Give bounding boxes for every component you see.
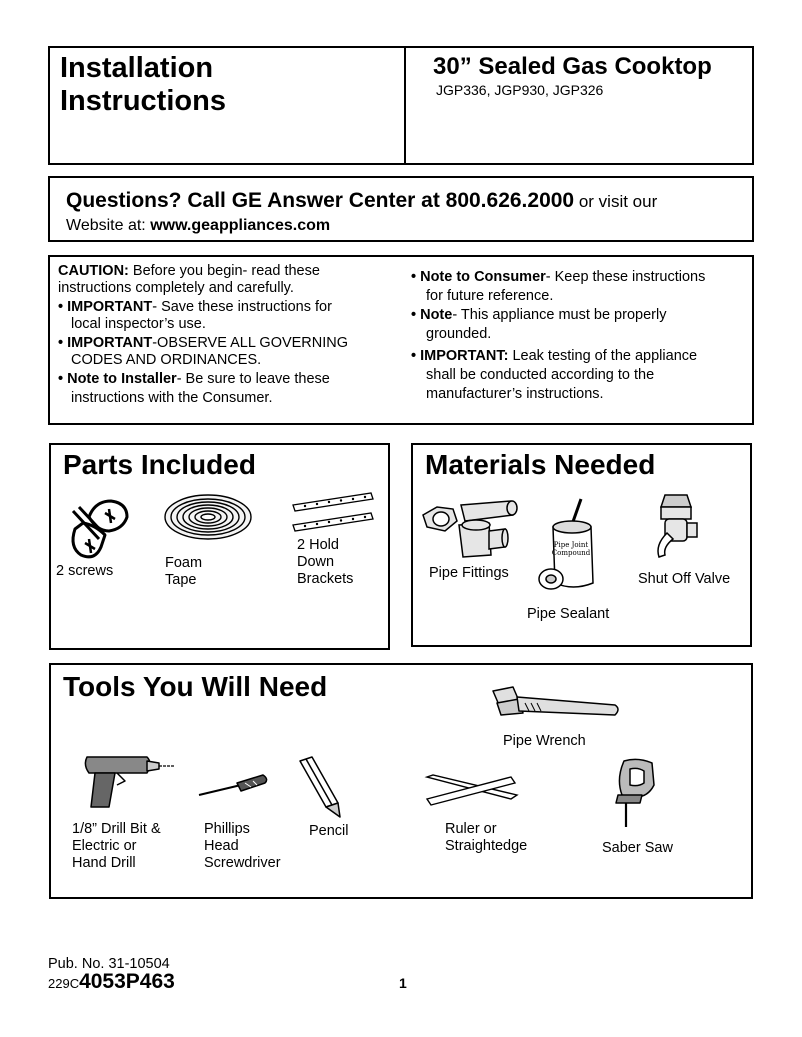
caution-item: CAUTION: Before you begin- read these: [58, 263, 320, 279]
drill-label: 1/8” Drill Bit & Electric or Hand Drill: [72, 821, 161, 871]
shut-off-valve-icon: [651, 493, 701, 559]
pencil-icon: [298, 755, 346, 819]
screws-icon: [65, 495, 133, 561]
caution-right-column: • Note to Consumer- Keep these instructions for future reference. • Note- This appliance must be properly grounded. • IMPORTANT: Leak testing of the appliance shall be conducted according to the manufacturer’s instructions.: [411, 269, 751, 403]
header-divider: [404, 48, 406, 163]
parts-title: Parts Included: [63, 449, 256, 480]
materials-title: Materials Needed: [425, 449, 656, 480]
publication-number: Pub. No. 31-10504: [48, 956, 170, 972]
model-numbers: JGP336, JGP930, JGP326: [436, 82, 604, 98]
pipe-sealant-label: Pipe Sealant: [527, 606, 610, 622]
foam-tape-label: Foam Tape: [165, 555, 203, 588]
brackets-label: 2 Hold Down Brackets: [297, 537, 354, 587]
pencil-label: Pencil: [309, 823, 349, 839]
pipe-wrench-label: Pipe Wrench: [503, 733, 586, 749]
pipe-fittings-icon: [419, 493, 523, 561]
foam-tape-icon: [163, 493, 253, 541]
caution-item: • Note to Consumer- Keep these instructions: [411, 269, 706, 285]
saber-saw-label: Saber Saw: [602, 840, 673, 856]
ruler-label: Ruler or Straightedge: [445, 821, 528, 854]
document-title: Installation Instructions: [60, 52, 226, 117]
tools-box: [49, 663, 753, 899]
product-title: 30” Sealed Gas Cooktop: [433, 53, 712, 80]
phillips-label: Phillips Head Screwdriver: [204, 821, 281, 871]
caution-left-column: CAUTION: Before you begin- read these instructions completely and carefully. • IMPORTANT- Save these instructions for local inspector’s use. • IMPORTANT-OBSERVE ALL GOVERNING CODES AND ORDINANCES. • Note to Installer- Be sure to leave these instructions with the Consumer.: [58, 263, 388, 407]
hold-down-brackets-icon: [289, 491, 379, 535]
caution-item: • IMPORTANT-OBSERVE ALL GOVERNING: [58, 335, 349, 351]
jar-label-line2: Compound: [551, 549, 591, 557]
ruler-icon: [425, 773, 519, 805]
part-code: 229C4053P463: [48, 970, 175, 993]
questions-line2: Website at: www.geappliances.com: [66, 217, 331, 234]
page-number: 1: [399, 975, 407, 991]
parts-included-box: [49, 443, 390, 650]
header-box: [48, 46, 754, 165]
caution-item: • IMPORTANT- Save these instructions for: [58, 299, 332, 315]
shut-off-valve-label: Shut Off Valve: [638, 571, 731, 587]
jar-label-line1: Pipe Joint: [553, 541, 589, 549]
pipe-fittings-label: Pipe Fittings: [429, 565, 509, 581]
drill-icon: [81, 751, 177, 813]
pipe-wrench-icon: [489, 683, 623, 723]
caution-item: • IMPORTANT: Leak testing of the appliance: [411, 348, 698, 364]
pipe-sealant-icon: [537, 497, 601, 597]
tools-title: Tools You Will Need: [63, 671, 328, 702]
saber-saw-icon: [608, 757, 664, 829]
website-link[interactable]: www.geappliances.com: [150, 217, 331, 234]
questions-line1: Questions? Call GE Answer Center at 800.626.2000 or visit our: [66, 189, 658, 212]
caution-item: • Note- This appliance must be properly: [411, 307, 667, 323]
phillips-screwdriver-icon: [197, 773, 269, 797]
caution-box: [48, 255, 754, 425]
screws-label: 2 screws: [56, 563, 114, 579]
caution-item: • Note to Installer- Be sure to leave these: [58, 371, 330, 387]
questions-box: [48, 176, 754, 242]
materials-needed-box: [411, 443, 752, 647]
